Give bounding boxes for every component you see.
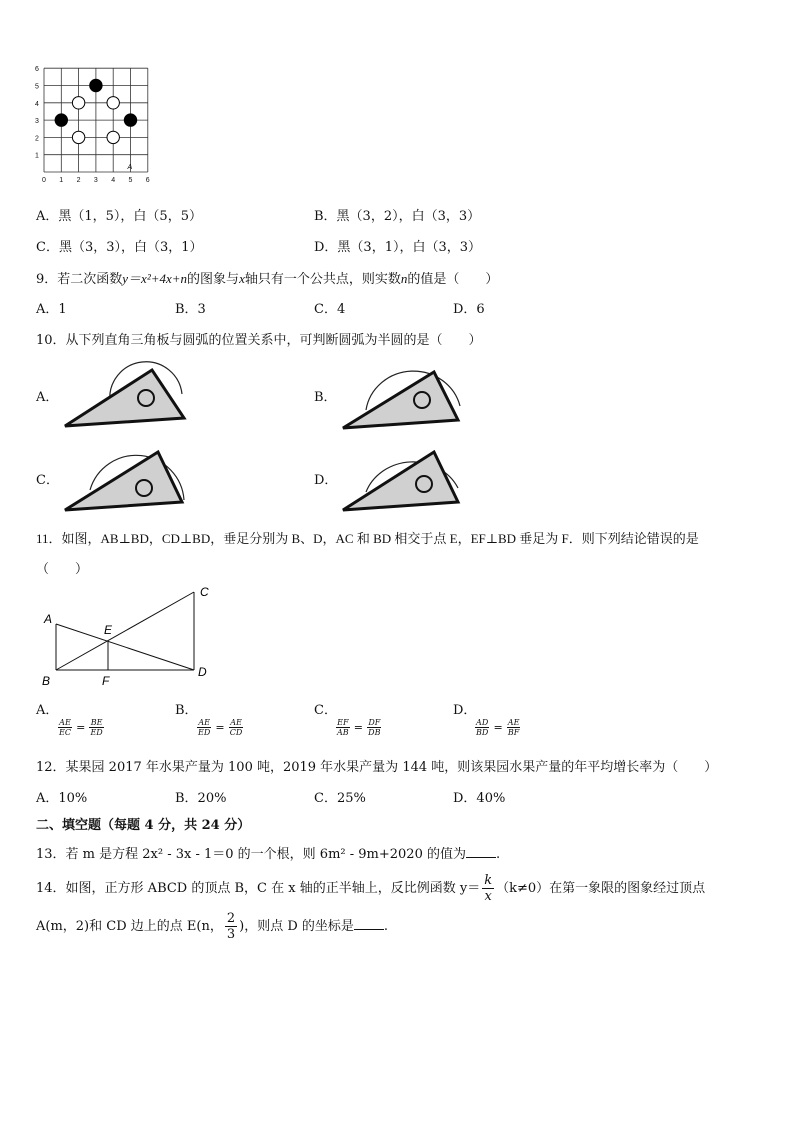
- grid-x-label: 5: [128, 177, 133, 184]
- black-stone: [90, 79, 102, 91]
- grid-y-label: 5: [35, 83, 39, 91]
- q13-stem: 13．若 m 是方程 2x² - 3x - 1＝0 的一个根，则 6m² - 9m+2020 的值为 .: [36, 847, 501, 862]
- q12-option-d: D．40%: [453, 791, 506, 806]
- q10-label-a: A．: [36, 390, 59, 405]
- q12-option-b: B．20%: [175, 791, 227, 806]
- white-stone: [72, 131, 84, 143]
- fig-label-a: A: [44, 612, 53, 626]
- q10-label-d: D．: [314, 473, 338, 488]
- white-stone: [107, 97, 119, 109]
- fig-label-d: D: [198, 665, 207, 679]
- black-stone: [55, 114, 67, 126]
- q11-option-c: C． $\frac{EF}{AB}$ = $\frac{DF}{DB}$: [314, 703, 381, 737]
- q11-option-d: D． $\frac{AD}{BD}$ = $\frac{AE}{BF}$: [453, 703, 520, 737]
- q8-option-a: A．黑（1，5），白（5，5）: [36, 209, 202, 224]
- q8-option-d: D．黑（3，1），白（3，3）: [314, 240, 482, 255]
- fig-label-b: B: [42, 674, 51, 688]
- white-stone: [72, 97, 84, 109]
- q14-answer-blank[interactable]: [354, 917, 384, 930]
- q9-option-d: D．6: [453, 302, 485, 317]
- grid-x-label: 6: [145, 177, 150, 184]
- grid-y-label: 1: [35, 152, 39, 160]
- q10-label-c: C．: [36, 473, 59, 488]
- q11-option-b: B． $\frac{AE}{ED}$ = $\frac{AE}{CD}$: [175, 703, 243, 737]
- grid-x-label: 3: [93, 177, 98, 184]
- q10-stem: 10．从下列直角三角板与圆弧的位置关系中，可判断圆弧为半圆的是（ ）: [36, 333, 482, 348]
- grid-x-label: 4: [111, 177, 116, 184]
- q9-option-a: A．1: [36, 302, 67, 317]
- q10-figure-a: [60, 364, 188, 430]
- q9-option-c: C．4: [314, 302, 346, 317]
- fig-label-e: E: [104, 623, 113, 637]
- black-stone: [124, 114, 136, 126]
- q14-line1: 14．如图，正方形 ABCD 的顶点 B，C 在 x 轴的正半轴上，反比例函数 y＝ $\frac{k}{x}$ （k≠0）在第一象限的图象经过顶点: [36, 873, 706, 904]
- grid-y-label: 4: [35, 100, 39, 108]
- q12-option-a: A．10%: [36, 791, 88, 806]
- grid-x-label: 1: [59, 177, 64, 184]
- q11-option-a: A． $\frac{AE}{EC}$ = $\frac{BE}{ED}$: [36, 703, 103, 737]
- grid-y-label: 2: [35, 135, 39, 143]
- fig-label-f: F: [102, 674, 110, 688]
- q12-stem: 12．某果园 2017 年水果产量为 100 吨，2019 年水果产量为 144 吨，则该果园水果产量的年平均增长率为（ ）: [36, 760, 718, 775]
- q13-answer-blank[interactable]: [466, 845, 496, 858]
- fig-label-c: C: [200, 585, 209, 599]
- q12-option-c: C．25%: [314, 791, 366, 806]
- go-board-figure: [30, 66, 160, 200]
- q11-stem: 11．如图，AB⊥BD，CD⊥BD，垂足分别为 B、D，AC 和 BD 相交于点 E，EF⊥BD 垂足为 F．则下列结论错误的是: [36, 531, 699, 546]
- grid-x-label: 0: [42, 177, 46, 184]
- white-stone: [107, 131, 119, 143]
- section-heading: 二、填空题（每题 4 分，共 24 分）: [36, 818, 251, 833]
- q10-figure-b: [338, 364, 466, 432]
- q10-figure-c: [60, 442, 188, 514]
- q8-option-b: B．黑（3，2），白（3，3）: [314, 209, 481, 224]
- grid-marker-label: A: [127, 164, 133, 171]
- grid-y-label: 6: [35, 66, 39, 74]
- q10-label-b: B．: [314, 390, 337, 405]
- grid-y-label: 3: [35, 118, 39, 126]
- q11-paren: （ ）: [36, 562, 89, 577]
- q11-figure: [36, 582, 226, 692]
- q9-option-b: B．3: [175, 302, 206, 317]
- q10-figure-d: [338, 442, 466, 514]
- grid-x-label: 2: [76, 177, 81, 184]
- q9-stem: 9．若二次函数y＝x²+4x+n的图象与x轴只有一个公共点，则实数n的值是（ ）: [36, 271, 499, 287]
- q8-option-c: C．黑（3，3），白（3，1）: [36, 240, 203, 255]
- q14-line2: A(m，2)和 CD 边上的点 E(n， $\frac{2}{3}$ )，则点 D 的坐标是 .: [36, 911, 389, 942]
